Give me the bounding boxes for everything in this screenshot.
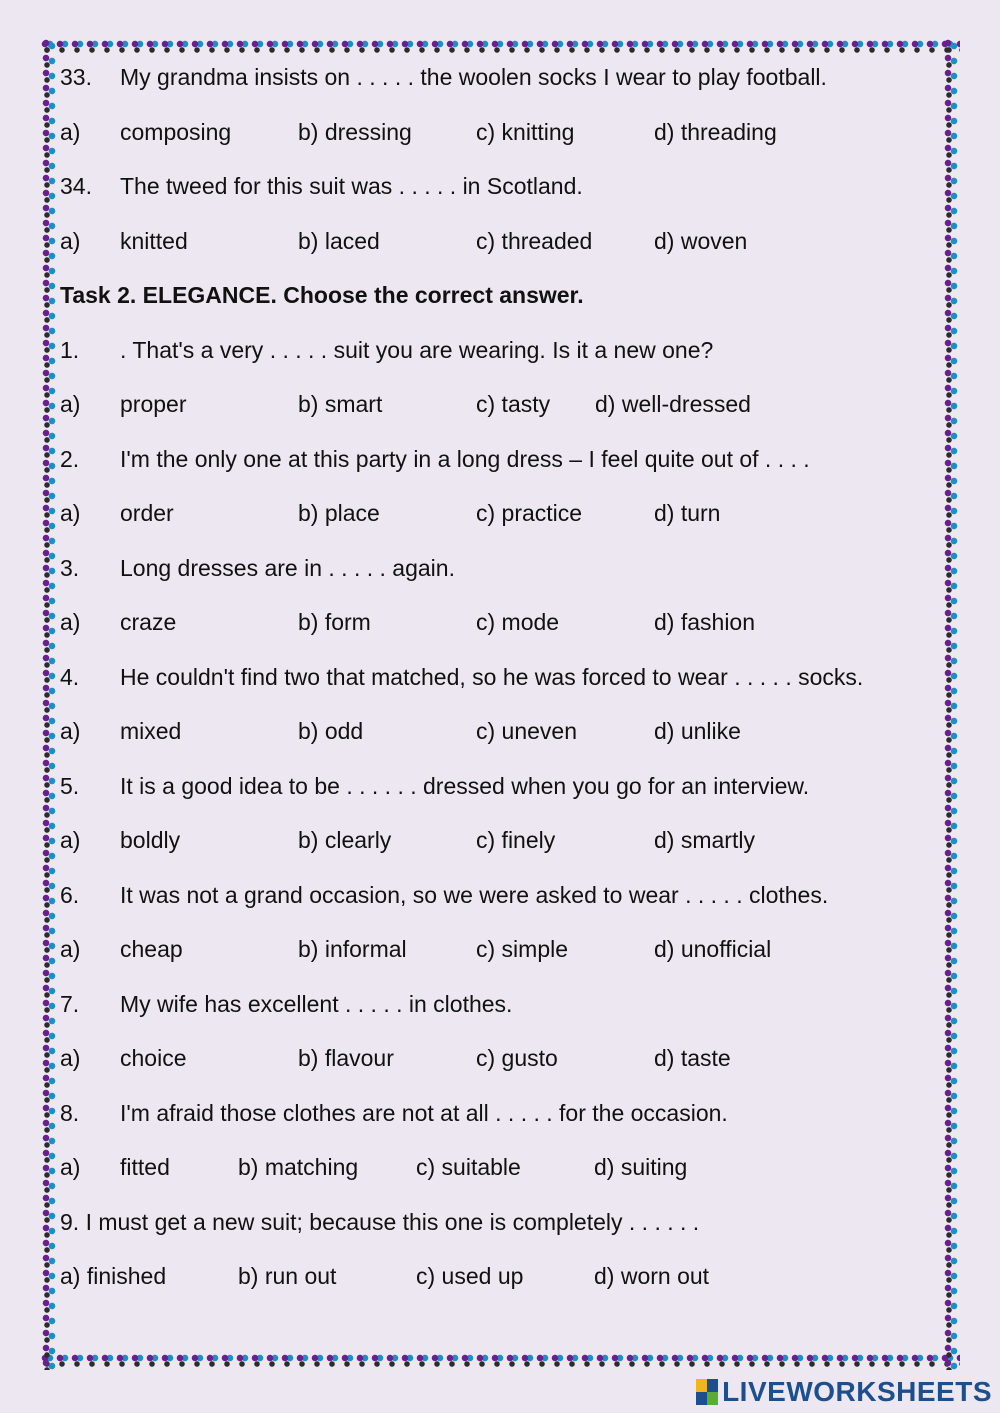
question-text: It was not a grand occasion, so we were asked to wear . . . . . clothes. <box>120 881 829 908</box>
logo-icon <box>696 1379 718 1405</box>
option-a[interactable]: a) finished <box>60 1263 167 1289</box>
option-a[interactable]: choice <box>120 1045 187 1071</box>
option-d[interactable]: d) threading <box>654 118 777 145</box>
option-d[interactable]: d) well-dressed <box>595 391 751 417</box>
option-b[interactable]: b) odd <box>298 718 364 744</box>
option-a-letter: a) <box>60 391 81 417</box>
option-d[interactable]: d) smartly <box>654 827 755 853</box>
border-bottom <box>40 1352 960 1370</box>
question-4 <box>60 660 940 715</box>
option-b[interactable]: b) informal <box>298 936 407 962</box>
option-b[interactable]: b) matching <box>238 1154 359 1180</box>
option-a-letter: a) <box>60 1154 81 1180</box>
option-d[interactable]: d) fashion <box>654 609 756 635</box>
option-a-letter: a) <box>60 936 81 962</box>
option-a-letter: a) <box>60 227 81 254</box>
option-b[interactable]: b) form <box>298 609 371 635</box>
task-heading <box>60 278 940 333</box>
question-9 <box>60 1205 940 1260</box>
option-a[interactable]: proper <box>120 391 187 417</box>
question-number: 34. <box>60 173 92 199</box>
question-number: 7. <box>60 990 80 1017</box>
question-number: 4. <box>60 663 80 690</box>
option-c[interactable]: c) uneven <box>476 718 578 744</box>
option-d[interactable]: d) unofficial <box>654 936 772 962</box>
option-b[interactable]: b) flavour <box>298 1045 394 1071</box>
brand-name: LIVEWORKSHEETS <box>722 1376 992 1407</box>
question-number: 5. <box>60 772 80 799</box>
option-b[interactable]: b) smart <box>298 391 383 417</box>
question-number: 2. <box>60 445 80 472</box>
question-text: It is a good idea to be . . . . . . dressed when you go for an interview. <box>120 772 810 799</box>
option-b[interactable]: b) laced <box>298 227 380 254</box>
question-number: 6. <box>60 881 80 908</box>
option-a[interactable]: order <box>120 500 174 526</box>
option-b[interactable]: b) dressing <box>298 118 412 145</box>
option-c[interactable]: c) knitting <box>476 118 575 145</box>
question-2 <box>60 442 940 497</box>
options-6 <box>60 932 940 987</box>
option-a-letter: a) <box>60 718 81 744</box>
option-c[interactable]: c) tasty <box>476 391 551 417</box>
option-d[interactable]: d) suiting <box>594 1154 688 1180</box>
option-a-letter: a) <box>60 1045 81 1071</box>
border-top <box>40 38 960 56</box>
question-number: 3. <box>60 554 80 581</box>
question-33 <box>60 60 940 115</box>
question-text: Long dresses are in . . . . . again. <box>120 554 455 581</box>
question-text: He couldn't find two that matched, so he was forced to wear . . . . . socks. <box>120 663 864 690</box>
question-text: I'm afraid those clothes are not at all . . . . . for the occasion. <box>120 1099 728 1126</box>
question-number: 1. <box>60 336 80 363</box>
option-a-letter: a) <box>60 609 81 635</box>
option-c[interactable]: c) simple <box>476 936 569 962</box>
options-7 <box>60 1041 940 1096</box>
option-c[interactable]: c) used up <box>416 1263 524 1289</box>
question-text: 9. I must get a new suit; because this one is completely . . . . . . <box>60 1208 700 1235</box>
option-a[interactable]: craze <box>120 609 177 635</box>
option-b[interactable]: b) clearly <box>298 827 392 853</box>
question-7 <box>60 987 940 1042</box>
option-b[interactable]: b) run out <box>238 1263 337 1289</box>
question-34 <box>60 169 940 224</box>
question-8 <box>60 1096 940 1151</box>
option-a[interactable]: composing <box>120 118 232 145</box>
option-a[interactable]: boldly <box>120 827 181 853</box>
option-a[interactable]: mixed <box>120 718 182 744</box>
option-c[interactable]: c) threaded <box>476 227 593 254</box>
options-1 <box>60 387 940 442</box>
question-6 <box>60 878 940 933</box>
task-heading-text: Task 2. ELEGANCE. Choose the correct answer. <box>60 282 584 308</box>
options-4 <box>60 714 940 769</box>
option-d[interactable]: d) worn out <box>594 1263 710 1289</box>
option-d[interactable]: d) woven <box>654 227 748 254</box>
option-c[interactable]: c) suitable <box>416 1154 521 1180</box>
options-3 <box>60 605 940 660</box>
option-d[interactable]: d) unlike <box>654 718 741 744</box>
question-number: 8. <box>60 1099 80 1126</box>
options-33 <box>60 115 940 170</box>
option-c[interactable]: c) practice <box>476 500 583 526</box>
liveworksheets-logo <box>696 1375 992 1409</box>
question-text: My grandma insists on . . . . . the woolen socks I wear to play football. <box>120 64 827 90</box>
question-1 <box>60 333 940 388</box>
border-right <box>942 38 960 1370</box>
question-3 <box>60 551 940 606</box>
option-c[interactable]: c) mode <box>476 609 560 635</box>
worksheet-content <box>60 60 940 1314</box>
question-text: My wife has excellent . . . . . in clothes. <box>120 990 513 1017</box>
question-text: The tweed for this suit was . . . . . in Scotland. <box>120 173 583 199</box>
option-c[interactable]: c) finely <box>476 827 556 853</box>
border-left <box>40 38 58 1370</box>
option-d[interactable]: d) taste <box>654 1045 731 1071</box>
options-34 <box>60 224 940 279</box>
option-a[interactable]: cheap <box>120 936 183 962</box>
question-text: . That's a very . . . . . suit you are wearing. Is it a new one? <box>120 336 714 363</box>
question-number: 33. <box>60 64 92 90</box>
option-b[interactable]: b) place <box>298 500 380 526</box>
option-a-letter: a) <box>60 118 81 145</box>
options-5 <box>60 823 940 878</box>
option-d[interactable]: d) turn <box>654 500 721 526</box>
question-5 <box>60 769 940 824</box>
options-8 <box>60 1150 940 1205</box>
options-9 <box>60 1259 940 1314</box>
option-a-letter: a) <box>60 500 81 526</box>
option-a-letter: a) <box>60 827 81 853</box>
options-2 <box>60 496 940 551</box>
question-text: I'm the only one at this party in a long dress – I feel quite out of . . . . <box>120 445 810 472</box>
option-a[interactable]: knitted <box>120 227 188 254</box>
option-c[interactable]: c) gusto <box>476 1045 558 1071</box>
option-a[interactable]: fitted <box>120 1154 170 1180</box>
